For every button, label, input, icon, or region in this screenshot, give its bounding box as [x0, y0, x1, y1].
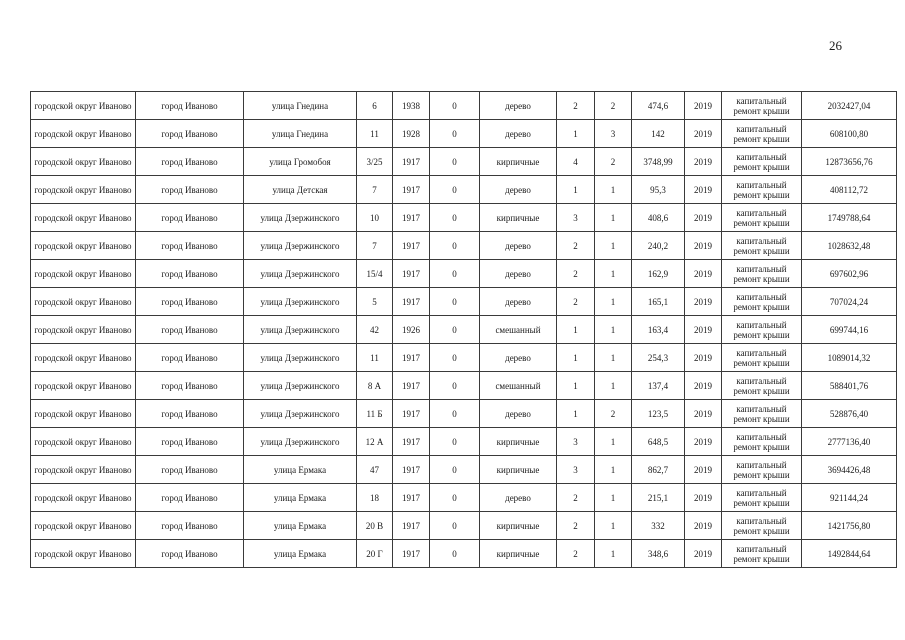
municipality-cell: городской округ Иваново: [31, 260, 136, 288]
floors-cell: 2: [557, 484, 595, 512]
work-type-cell: капитальный ремонт крыши: [722, 92, 802, 120]
house-number-cell: 10: [357, 204, 393, 232]
wall-material-cell: смешанный: [480, 316, 557, 344]
value-zero-cell: 0: [430, 204, 480, 232]
house-number-cell: 47: [357, 456, 393, 484]
table-row: [31, 204, 897, 232]
street-cell: улица Дзержинского: [244, 344, 357, 372]
area-cell: 162,9: [632, 260, 685, 288]
work-type-cell: капитальный ремонт крыши: [722, 232, 802, 260]
house-number-cell: 8 А: [357, 372, 393, 400]
cost-cell: 2777136,40: [802, 428, 897, 456]
street-cell: улица Громобоя: [244, 148, 357, 176]
area-cell: 165,1: [632, 288, 685, 316]
construction-year-cell: 1917: [393, 176, 430, 204]
value-zero-cell: 0: [430, 456, 480, 484]
entrances-cell: 2: [595, 400, 632, 428]
floors-cell: 3: [557, 204, 595, 232]
floors-cell: 1: [557, 120, 595, 148]
city-cell: город Иваново: [136, 176, 244, 204]
year-cell: 2019: [685, 372, 722, 400]
entrances-cell: 1: [595, 316, 632, 344]
work-type-cell: капитальный ремонт крыши: [722, 316, 802, 344]
value-zero-cell: 0: [430, 344, 480, 372]
table-row: [31, 176, 897, 204]
street-cell: улица Гнедина: [244, 92, 357, 120]
cost-cell: 3694426,48: [802, 456, 897, 484]
year-cell: 2019: [685, 512, 722, 540]
area-cell: 215,1: [632, 484, 685, 512]
cost-cell: 1028632,48: [802, 232, 897, 260]
table-row: [31, 484, 897, 512]
entrances-cell: 1: [595, 204, 632, 232]
wall-material-cell: дерево: [480, 92, 557, 120]
municipality-cell: городской округ Иваново: [31, 456, 136, 484]
street-cell: улица Дзержинского: [244, 260, 357, 288]
cost-cell: 2032427,04: [802, 92, 897, 120]
area-cell: 3748,99: [632, 148, 685, 176]
street-cell: улица Ермака: [244, 540, 357, 568]
area-cell: 123,5: [632, 400, 685, 428]
entrances-cell: 1: [595, 232, 632, 260]
municipality-cell: городской округ Иваново: [31, 176, 136, 204]
area-cell: 862,7: [632, 456, 685, 484]
work-type-cell: капитальный ремонт крыши: [722, 512, 802, 540]
area-cell: 408,6: [632, 204, 685, 232]
construction-year-cell: 1917: [393, 484, 430, 512]
table-row: [31, 400, 897, 428]
cost-cell: 528876,40: [802, 400, 897, 428]
area-cell: 142: [632, 120, 685, 148]
table-row: [31, 288, 897, 316]
municipality-cell: городской округ Иваново: [31, 316, 136, 344]
city-cell: город Иваново: [136, 428, 244, 456]
floors-cell: 1: [557, 316, 595, 344]
entrances-cell: 1: [595, 512, 632, 540]
municipality-cell: городской округ Иваново: [31, 428, 136, 456]
cost-cell: 408112,72: [802, 176, 897, 204]
value-zero-cell: 0: [430, 540, 480, 568]
municipality-cell: городской округ Иваново: [31, 232, 136, 260]
municipality-cell: городской округ Иваново: [31, 512, 136, 540]
wall-material-cell: дерево: [480, 232, 557, 260]
house-number-cell: 11: [357, 344, 393, 372]
wall-material-cell: дерево: [480, 260, 557, 288]
construction-year-cell: 1917: [393, 204, 430, 232]
construction-year-cell: 1917: [393, 400, 430, 428]
year-cell: 2019: [685, 120, 722, 148]
year-cell: 2019: [685, 92, 722, 120]
city-cell: город Иваново: [136, 400, 244, 428]
year-cell: 2019: [685, 456, 722, 484]
city-cell: город Иваново: [136, 148, 244, 176]
cost-cell: 608100,80: [802, 120, 897, 148]
city-cell: город Иваново: [136, 288, 244, 316]
area-cell: 137,4: [632, 372, 685, 400]
wall-material-cell: кирпичные: [480, 512, 557, 540]
construction-year-cell: 1917: [393, 372, 430, 400]
wall-material-cell: кирпичные: [480, 428, 557, 456]
area-cell: 332: [632, 512, 685, 540]
year-cell: 2019: [685, 428, 722, 456]
cost-cell: 921144,24: [802, 484, 897, 512]
work-type-cell: капитальный ремонт крыши: [722, 344, 802, 372]
work-type-cell: капитальный ремонт крыши: [722, 484, 802, 512]
floors-cell: 1: [557, 372, 595, 400]
entrances-cell: 2: [595, 92, 632, 120]
cost-cell: 1421756,80: [802, 512, 897, 540]
street-cell: улица Гнедина: [244, 120, 357, 148]
entrances-cell: 3: [595, 120, 632, 148]
wall-material-cell: дерево: [480, 176, 557, 204]
page-number: 26: [829, 38, 842, 53]
construction-year-cell: 1917: [393, 428, 430, 456]
street-cell: улица Дзержинского: [244, 400, 357, 428]
city-cell: город Иваново: [136, 316, 244, 344]
city-cell: город Иваново: [136, 232, 244, 260]
table-row: [31, 260, 897, 288]
municipality-cell: городской округ Иваново: [31, 372, 136, 400]
entrances-cell: 1: [595, 288, 632, 316]
street-cell: улица Детская: [244, 176, 357, 204]
year-cell: 2019: [685, 484, 722, 512]
area-cell: 240,2: [632, 232, 685, 260]
wall-material-cell: кирпичные: [480, 204, 557, 232]
construction-year-cell: 1917: [393, 148, 430, 176]
value-zero-cell: 0: [430, 120, 480, 148]
area-cell: 163,4: [632, 316, 685, 344]
house-number-cell: 20 Г: [357, 540, 393, 568]
house-number-cell: 12 А: [357, 428, 393, 456]
entrances-cell: 2: [595, 148, 632, 176]
wall-material-cell: дерево: [480, 400, 557, 428]
year-cell: 2019: [685, 232, 722, 260]
wall-material-cell: кирпичные: [480, 540, 557, 568]
year-cell: 2019: [685, 316, 722, 344]
table-row: [31, 512, 897, 540]
cost-cell: 1749788,64: [802, 204, 897, 232]
floors-cell: 4: [557, 148, 595, 176]
value-zero-cell: 0: [430, 232, 480, 260]
value-zero-cell: 0: [430, 428, 480, 456]
street-cell: улица Дзержинского: [244, 288, 357, 316]
street-cell: улица Дзержинского: [244, 232, 357, 260]
cost-cell: 699744,16: [802, 316, 897, 344]
work-type-cell: капитальный ремонт крыши: [722, 288, 802, 316]
house-number-cell: 5: [357, 288, 393, 316]
house-number-cell: 3/25: [357, 148, 393, 176]
table-row: [31, 232, 897, 260]
municipality-cell: городской округ Иваново: [31, 148, 136, 176]
street-cell: улица Дзержинского: [244, 204, 357, 232]
city-cell: город Иваново: [136, 372, 244, 400]
house-number-cell: 7: [357, 232, 393, 260]
year-cell: 2019: [685, 288, 722, 316]
area-cell: 254,3: [632, 344, 685, 372]
entrances-cell: 1: [595, 344, 632, 372]
value-zero-cell: 0: [430, 512, 480, 540]
wall-material-cell: кирпичные: [480, 148, 557, 176]
table-body: [31, 92, 897, 568]
wall-material-cell: дерево: [480, 288, 557, 316]
table-row: [31, 344, 897, 372]
area-cell: 648,5: [632, 428, 685, 456]
wall-material-cell: дерево: [480, 120, 557, 148]
city-cell: город Иваново: [136, 204, 244, 232]
house-number-cell: 15/4: [357, 260, 393, 288]
city-cell: город Иваново: [136, 92, 244, 120]
value-zero-cell: 0: [430, 176, 480, 204]
year-cell: 2019: [685, 204, 722, 232]
cost-cell: 1089014,32: [802, 344, 897, 372]
year-cell: 2019: [685, 260, 722, 288]
table-row: [31, 540, 897, 568]
construction-year-cell: 1917: [393, 344, 430, 372]
table-row: [31, 120, 897, 148]
entrances-cell: 1: [595, 372, 632, 400]
construction-year-cell: 1926: [393, 316, 430, 344]
wall-material-cell: кирпичные: [480, 456, 557, 484]
work-type-cell: капитальный ремонт крыши: [722, 204, 802, 232]
cost-cell: 1492844,64: [802, 540, 897, 568]
municipality-cell: городской округ Иваново: [31, 344, 136, 372]
floors-cell: 1: [557, 400, 595, 428]
construction-year-cell: 1917: [393, 232, 430, 260]
area-cell: 95,3: [632, 176, 685, 204]
house-number-cell: 18: [357, 484, 393, 512]
floors-cell: 1: [557, 176, 595, 204]
work-type-cell: капитальный ремонт крыши: [722, 176, 802, 204]
municipality-cell: городской округ Иваново: [31, 400, 136, 428]
municipality-cell: городской округ Иваново: [31, 484, 136, 512]
floors-cell: 2: [557, 232, 595, 260]
entrances-cell: 1: [595, 176, 632, 204]
table-row: [31, 428, 897, 456]
city-cell: город Иваново: [136, 512, 244, 540]
area-cell: 474,6: [632, 92, 685, 120]
municipality-cell: городской округ Иваново: [31, 288, 136, 316]
housing-repair-table: [30, 91, 897, 568]
table-row: [31, 148, 897, 176]
floors-cell: 2: [557, 512, 595, 540]
work-type-cell: капитальный ремонт крыши: [722, 372, 802, 400]
construction-year-cell: 1917: [393, 260, 430, 288]
year-cell: 2019: [685, 400, 722, 428]
value-zero-cell: 0: [430, 372, 480, 400]
floors-cell: 3: [557, 456, 595, 484]
city-cell: город Иваново: [136, 540, 244, 568]
value-zero-cell: 0: [430, 288, 480, 316]
wall-material-cell: дерево: [480, 344, 557, 372]
city-cell: город Иваново: [136, 120, 244, 148]
house-number-cell: 6: [357, 92, 393, 120]
table-row: [31, 316, 897, 344]
table-row: [31, 92, 897, 120]
value-zero-cell: 0: [430, 400, 480, 428]
construction-year-cell: 1938: [393, 92, 430, 120]
work-type-cell: капитальный ремонт крыши: [722, 120, 802, 148]
street-cell: улица Дзержинского: [244, 372, 357, 400]
floors-cell: 2: [557, 92, 595, 120]
floors-cell: 2: [557, 288, 595, 316]
cost-cell: 707024,24: [802, 288, 897, 316]
value-zero-cell: 0: [430, 92, 480, 120]
entrances-cell: 1: [595, 428, 632, 456]
cost-cell: 12873656,76: [802, 148, 897, 176]
city-cell: город Иваново: [136, 484, 244, 512]
street-cell: улица Ермака: [244, 484, 357, 512]
work-type-cell: капитальный ремонт крыши: [722, 428, 802, 456]
year-cell: 2019: [685, 176, 722, 204]
table-row: [31, 456, 897, 484]
street-cell: улица Дзержинского: [244, 428, 357, 456]
floors-cell: 2: [557, 260, 595, 288]
wall-material-cell: смешанный: [480, 372, 557, 400]
value-zero-cell: 0: [430, 148, 480, 176]
city-cell: город Иваново: [136, 456, 244, 484]
year-cell: 2019: [685, 344, 722, 372]
work-type-cell: капитальный ремонт крыши: [722, 540, 802, 568]
cost-cell: 697602,96: [802, 260, 897, 288]
year-cell: 2019: [685, 148, 722, 176]
area-cell: 348,6: [632, 540, 685, 568]
construction-year-cell: 1917: [393, 456, 430, 484]
municipality-cell: городской округ Иваново: [31, 92, 136, 120]
construction-year-cell: 1917: [393, 540, 430, 568]
entrances-cell: 1: [595, 484, 632, 512]
house-number-cell: 20 В: [357, 512, 393, 540]
construction-year-cell: 1928: [393, 120, 430, 148]
municipality-cell: городской округ Иваново: [31, 120, 136, 148]
house-number-cell: 42: [357, 316, 393, 344]
construction-year-cell: 1917: [393, 288, 430, 316]
street-cell: улица Ермака: [244, 512, 357, 540]
work-type-cell: капитальный ремонт крыши: [722, 400, 802, 428]
municipality-cell: городской округ Иваново: [31, 540, 136, 568]
work-type-cell: капитальный ремонт крыши: [722, 260, 802, 288]
city-cell: город Иваново: [136, 260, 244, 288]
work-type-cell: капитальный ремонт крыши: [722, 456, 802, 484]
street-cell: улица Ермака: [244, 456, 357, 484]
value-zero-cell: 0: [430, 260, 480, 288]
value-zero-cell: 0: [430, 316, 480, 344]
work-type-cell: капитальный ремонт крыши: [722, 148, 802, 176]
floors-cell: 1: [557, 344, 595, 372]
house-number-cell: 7: [357, 176, 393, 204]
city-cell: город Иваново: [136, 344, 244, 372]
floors-cell: 3: [557, 428, 595, 456]
municipality-cell: городской округ Иваново: [31, 204, 136, 232]
street-cell: улица Дзержинского: [244, 316, 357, 344]
wall-material-cell: дерево: [480, 484, 557, 512]
house-number-cell: 11 Б: [357, 400, 393, 428]
cost-cell: 588401,76: [802, 372, 897, 400]
construction-year-cell: 1917: [393, 512, 430, 540]
floors-cell: 2: [557, 540, 595, 568]
entrances-cell: 1: [595, 260, 632, 288]
table-row: [31, 372, 897, 400]
house-number-cell: 11: [357, 120, 393, 148]
entrances-cell: 1: [595, 540, 632, 568]
year-cell: 2019: [685, 540, 722, 568]
entrances-cell: 1: [595, 456, 632, 484]
value-zero-cell: 0: [430, 484, 480, 512]
